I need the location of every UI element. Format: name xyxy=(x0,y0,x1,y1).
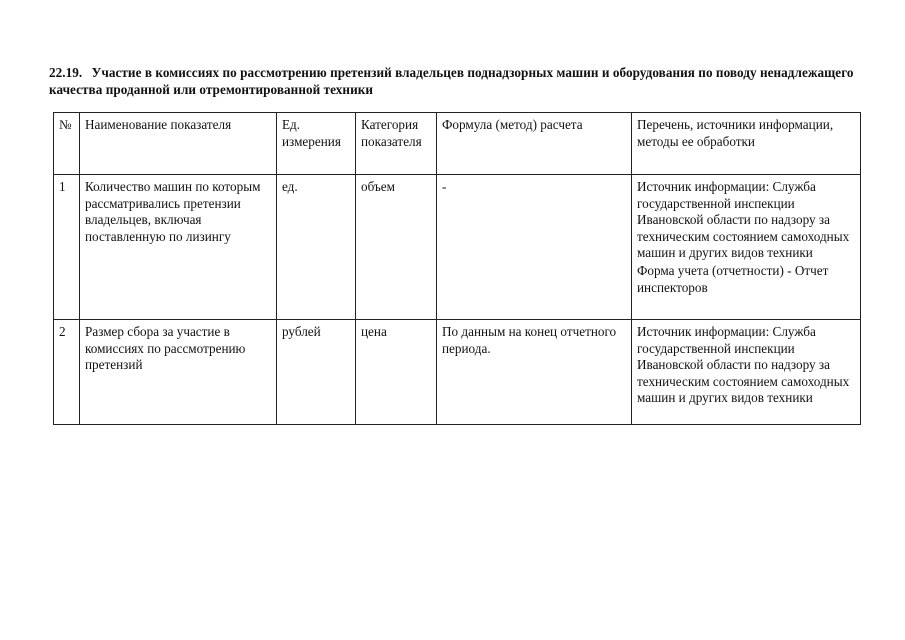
header-category: Категория показателя xyxy=(356,113,437,175)
indicators-table xyxy=(53,112,861,425)
table-header-row xyxy=(54,113,861,175)
cell-name: Количество машин по которым рассматривались претензии владельцев, включая поставленную по лизингу xyxy=(80,175,277,320)
cell-category: объем xyxy=(356,175,437,320)
header-num: № xyxy=(54,113,80,175)
cell-sources xyxy=(632,175,861,320)
source-text: Источник информации: Служба государственной инспекции Ивановской области по надзору за техническим состоянием самоходных машин и других видов техники xyxy=(637,324,850,406)
header-unit: Ед. измерения xyxy=(277,113,356,175)
cell-sources xyxy=(632,320,861,425)
cell-formula: - xyxy=(437,175,632,320)
section-number: 22.19. xyxy=(49,65,83,80)
cell-num: 1 xyxy=(54,175,80,320)
header-name: Наименование показателя xyxy=(80,113,277,175)
cell-name: Размер сбора за участие в комиссиях по рассмотрению претензий xyxy=(80,320,277,425)
cell-unit: рублей xyxy=(277,320,356,425)
cell-unit: ед. xyxy=(277,175,356,320)
source-text: Источник информации: Служба государственной инспекции Ивановской области по надзору за техническим состоянием самоходных машин и других видов техники xyxy=(637,179,850,261)
section-heading xyxy=(49,64,869,98)
cell-formula: По данным на конец отчетного периода. xyxy=(437,320,632,425)
report-form-text: Форма учета (отчетности) - Отчет инспекторов xyxy=(637,262,829,295)
table-row xyxy=(54,320,861,425)
section-title: Участие в комиссиях по рассмотрению претензий владельцев поднадзорных машин и оборудования по поводу ненадлежащего качества проданной или отремонтированной техники xyxy=(49,65,854,97)
table-row xyxy=(54,175,861,320)
cell-category: цена xyxy=(356,320,437,425)
header-sources: Перечень, источники информации, методы ее обработки xyxy=(632,113,861,175)
header-formula: Формула (метод) расчета xyxy=(437,113,632,175)
cell-num: 2 xyxy=(54,320,80,425)
